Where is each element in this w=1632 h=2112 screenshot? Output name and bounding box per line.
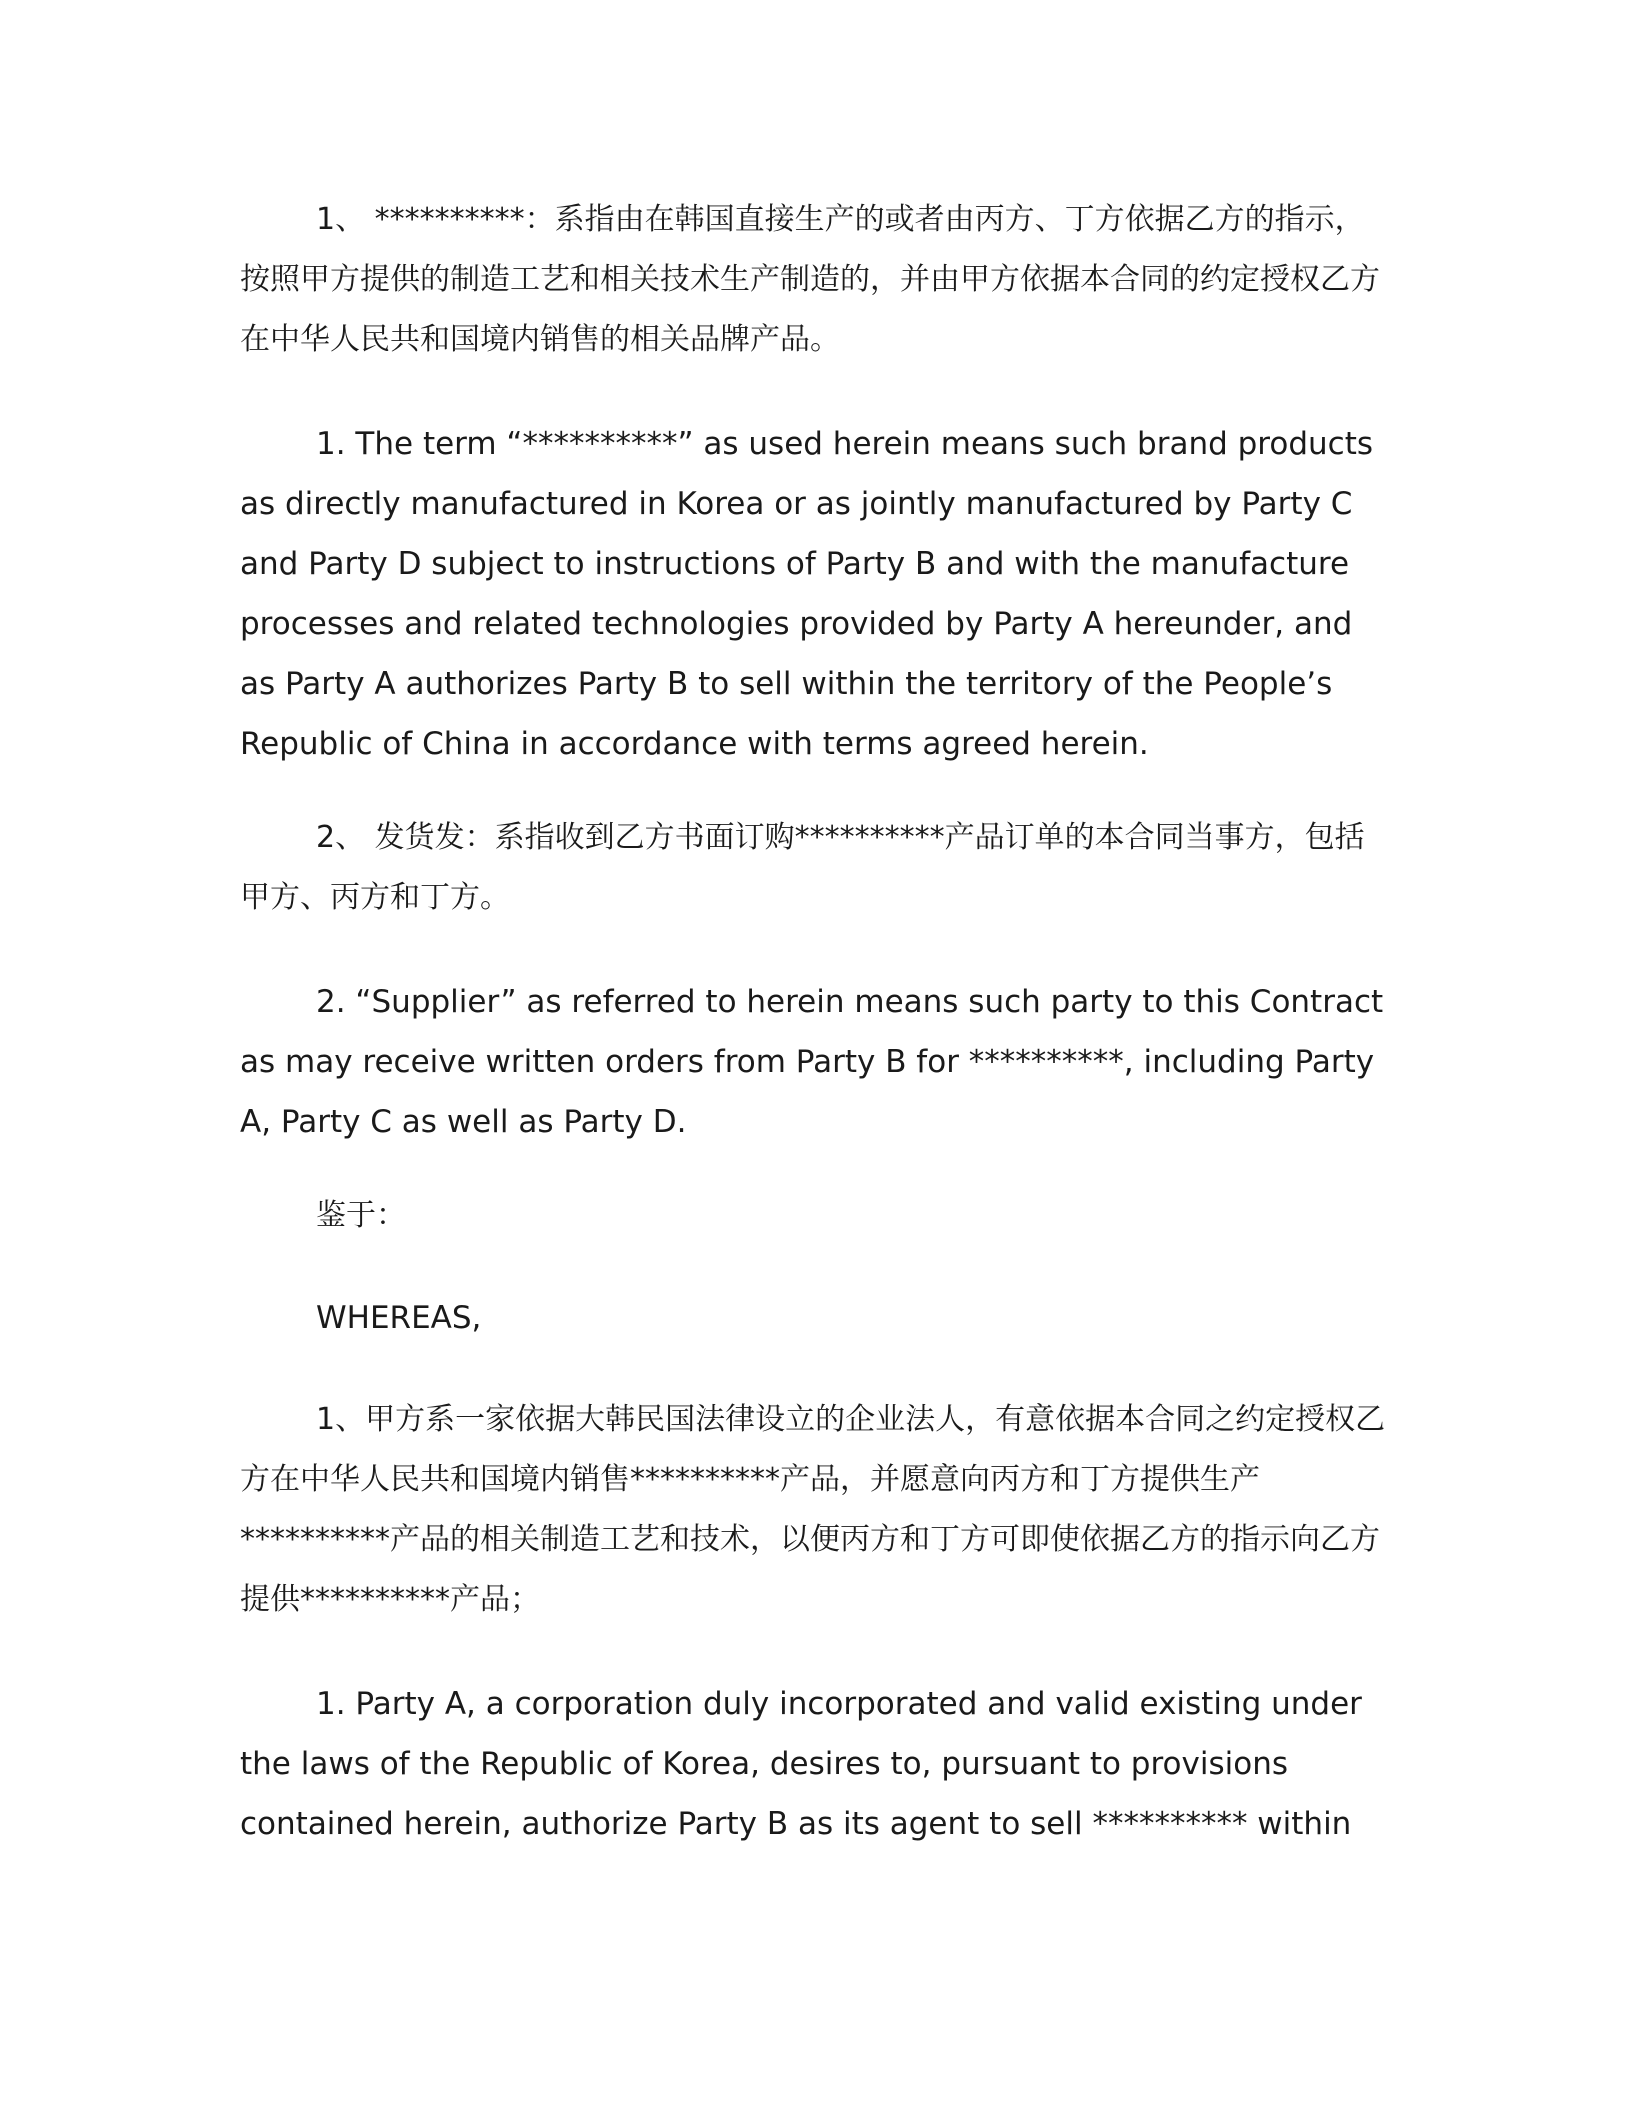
- definition-1-en: 1. The term “**********” as used herein means such brand products as directly manufactured in Korea or as jointly manufactured by Party C and Party D subject to instructions of Party B and with the manufacture processes and related technologies provided by Party A hereunder, and as Party A authorizes Party B to sell within the territory of the People’s Republic of China in accordance with terms agreed herein.: [240, 426, 1374, 762]
- recital-1-en: 1. Party A, a corporation duly incorporated and valid existing under the laws of the Republic of Korea, desires to, pursuant to provisions contained herein, authorize Party B as its agent to sell ********** within: [240, 1686, 1362, 1842]
- whereas-heading-zh: 鉴于：: [316, 1198, 406, 1233]
- recital-1-zh: 1、甲方系一家依据大韩民国法律设立的企业法人，有意依据本合同之约定授权乙方在中华人民共和国境内销售**********产品，并愿意向丙方和丁方提供生产**********产品的相关制造工艺和技术，以便丙方和丁方可即使依据乙方的指示向乙方提供**********产品；: [240, 1402, 1386, 1617]
- definition-2-zh: 2、 发货发：系指收到乙方书面订购**********产品订单的本合同当事方，包括甲方、丙方和丁方。: [240, 820, 1365, 915]
- definition-2-en: 2. “Supplier” as referred to herein means such party to this Contract as may receive written orders from Party B for **********, including Party A, Party C as well as Party D.: [240, 984, 1384, 1140]
- whereas-heading-en: WHEREAS,: [316, 1300, 482, 1336]
- document-page: [240, 190, 1390, 1854]
- definition-1-zh: 1、 **********：系指由在韩国直接生产的或者由丙方、丁方依据乙方的指示，按照甲方提供的制造工艺和相关技术生产制造的，并由甲方依据本合同的约定授权乙方在中华人民共和国境内销售的相关品牌产品。: [240, 202, 1380, 357]
